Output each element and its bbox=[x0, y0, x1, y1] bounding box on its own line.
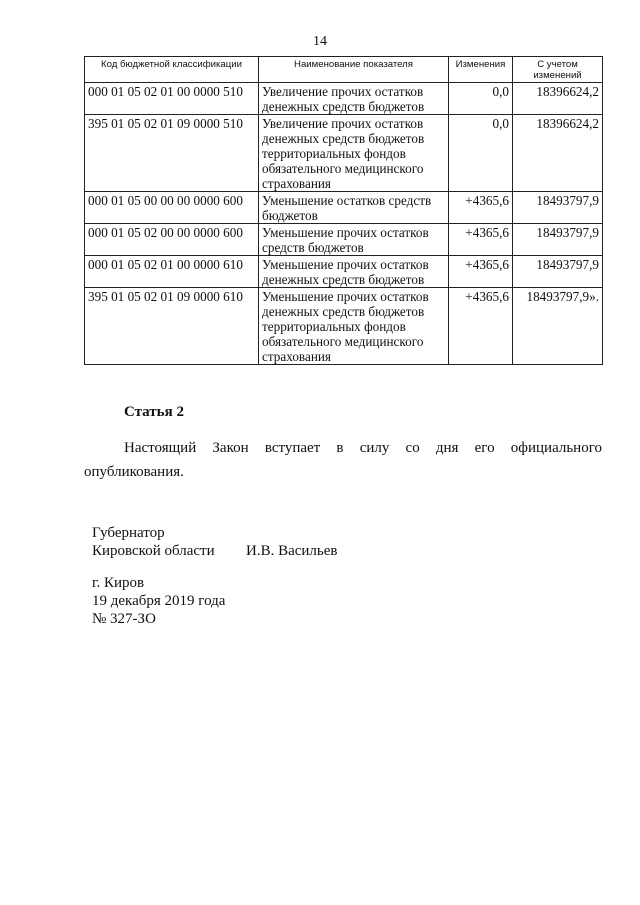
cell-code: 000 01 05 02 01 00 0000 510 bbox=[85, 83, 259, 115]
page-number: 14 bbox=[313, 34, 327, 49]
cell-name: Уменьшение прочих остатков денежных средств бюджетов территориальных фондов обязательного медицинского страхования bbox=[259, 288, 449, 365]
cell-name: Увеличение прочих остатков денежных средств бюджетов bbox=[259, 83, 449, 115]
cell-total: 18493797,9 bbox=[513, 256, 603, 288]
header-name: Наименование показателя bbox=[259, 57, 449, 83]
cell-name: Уменьшение остатков средств бюджетов bbox=[259, 192, 449, 224]
table-row bbox=[85, 224, 603, 256]
signatory-region: Кировской области bbox=[92, 543, 215, 559]
signing-date: 19 декабря 2019 года bbox=[92, 593, 226, 609]
table-row bbox=[85, 192, 603, 224]
cell-code: 395 01 05 02 01 09 0000 510 bbox=[85, 115, 259, 192]
cell-code: 000 01 05 02 00 00 0000 600 bbox=[85, 224, 259, 256]
table-row bbox=[85, 288, 603, 365]
cell-change: +4365,6 bbox=[449, 288, 513, 365]
cell-change: 0,0 bbox=[449, 83, 513, 115]
article-title: Статья 2 bbox=[124, 404, 184, 420]
header-code: Код бюджетной классификации bbox=[85, 57, 259, 83]
signatory-title: Губернатор bbox=[92, 525, 165, 541]
table-header-row bbox=[85, 57, 603, 83]
cell-total: 18396624,2 bbox=[513, 83, 603, 115]
cell-total: 18493797,9». bbox=[513, 288, 603, 365]
table-row bbox=[85, 115, 603, 192]
law-number: № 327-ЗО bbox=[92, 611, 156, 627]
signatory-name: И.В. Васильев bbox=[246, 543, 338, 559]
cell-name: Уменьшение прочих остатков средств бюджетов bbox=[259, 224, 449, 256]
cell-change: +4365,6 bbox=[449, 224, 513, 256]
cell-name: Увеличение прочих остатков денежных средств бюджетов территориальных фондов обязательного медицинского страхования bbox=[259, 115, 449, 192]
cell-change: 0,0 bbox=[449, 115, 513, 192]
article-text: Настоящий Закон вступает в силу со дня его официального опубликования. bbox=[84, 440, 602, 480]
cell-total: 18493797,9 bbox=[513, 192, 603, 224]
header-change: Изменения bbox=[449, 57, 513, 83]
cell-change: +4365,6 bbox=[449, 256, 513, 288]
header-total: С учетом изменений bbox=[513, 57, 603, 83]
signing-place: г. Киров bbox=[92, 575, 145, 591]
cell-total: 18396624,2 bbox=[513, 115, 603, 192]
cell-change: +4365,6 bbox=[449, 192, 513, 224]
cell-code: 000 01 05 00 00 00 0000 600 bbox=[85, 192, 259, 224]
budget-classification-table bbox=[84, 56, 603, 365]
table-row bbox=[85, 256, 603, 288]
cell-total: 18493797,9 bbox=[513, 224, 603, 256]
table-row bbox=[85, 83, 603, 115]
cell-code: 395 01 05 02 01 09 0000 610 bbox=[85, 288, 259, 365]
cell-code: 000 01 05 02 01 00 0000 610 bbox=[85, 256, 259, 288]
cell-name: Уменьшение прочих остатков денежных средств бюджетов bbox=[259, 256, 449, 288]
